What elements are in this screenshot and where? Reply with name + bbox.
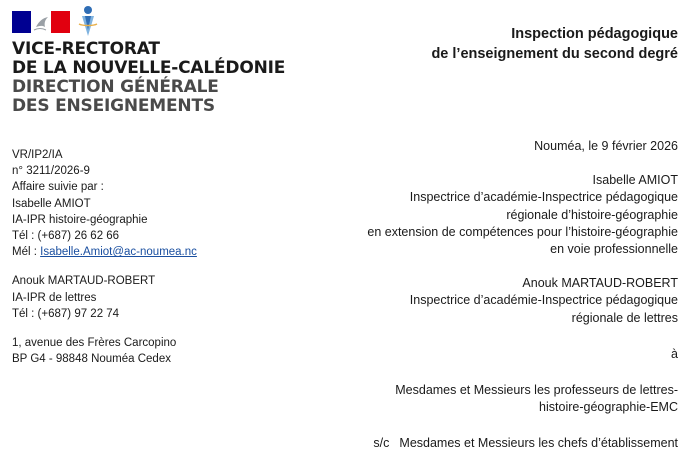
author1-name: Isabelle AMIOT [592, 173, 678, 188]
addressee-preposition: à [671, 346, 678, 361]
address-line-2: BP G4 - 98848 Nouméa Cedex [12, 353, 171, 366]
recipients-line-1: Mesdames et Messieurs les professeurs de lettres- [395, 383, 678, 398]
organization-name [12, 40, 285, 116]
french-republic-flag-icon [12, 9, 70, 35]
author2-title-line-2: régionale de lettres [571, 310, 678, 325]
vice-rectorat-emblem-icon [76, 4, 100, 38]
org-line-vice-rectorat: VICE-RECTORAT [12, 39, 160, 59]
address-line-1: 1, avenue des Frères Carcopino [12, 337, 177, 350]
sc-recipients: Mesdames et Messieurs les chefs d’établissement [399, 436, 678, 451]
org-line-des-enseignements: DES ENSEIGNEMENTS [12, 96, 215, 116]
followed-by-label: Affaire suivie par : [12, 181, 104, 194]
author2-title-line-1: Inspectrice d’académie-Inspectrice pédagogique [409, 293, 678, 308]
contact1-role: IA-IPR histoire-géographie [12, 213, 148, 226]
sc-prefix: s/c [373, 436, 390, 451]
contact1-email-link[interactable]: Isabelle.Amiot@ac-noumea.nc [40, 246, 197, 259]
contact1-mail-line [12, 244, 197, 260]
author2-name: Anouk MARTAUD-ROBERT [522, 276, 678, 291]
sender-block [12, 147, 197, 367]
contact1-phone: Tél : (+687) 26 62 66 [12, 230, 120, 243]
sc-line [367, 435, 678, 452]
letter-header-block [367, 138, 678, 453]
title-line-1: Inspection pédagogique [511, 26, 678, 42]
document-title [431, 24, 678, 64]
contact2-role: IA-IPR de lettres [12, 291, 97, 304]
reference-number: n° 3211/2026-9 [12, 165, 90, 178]
recipients-line-2: histoire-géographie-EMC [539, 400, 678, 415]
org-line-nouvelle-caledonie: DE LA NOUVELLE-CALÉDONIE [12, 58, 286, 78]
author1-title-line-3: en extension de compétences pour l’histoire-géographie [367, 224, 678, 239]
title-line-2: de l’enseignement du second degré [431, 46, 678, 62]
author1-title-line-4: en voie professionnelle [550, 242, 678, 257]
org-line-direction-generale: DIRECTION GÉNÉRALE [12, 77, 219, 97]
contact1-mail-label: Mél : [12, 246, 41, 259]
contact2-phone: Tél : (+687) 97 22 74 [12, 307, 120, 320]
contact1-name: Isabelle AMIOT [12, 197, 91, 210]
place-date: Nouméa, le 9 février 2026 [534, 139, 678, 153]
reference: VR/IP2/IA [12, 149, 63, 161]
author1-title-line-1: Inspectrice d’académie-Inspectrice pédagogique [409, 190, 678, 205]
author1-title-line-2: régionale d’histoire-géographie [506, 207, 678, 222]
contact2-name: Anouk MARTAUD-ROBERT [12, 275, 156, 288]
